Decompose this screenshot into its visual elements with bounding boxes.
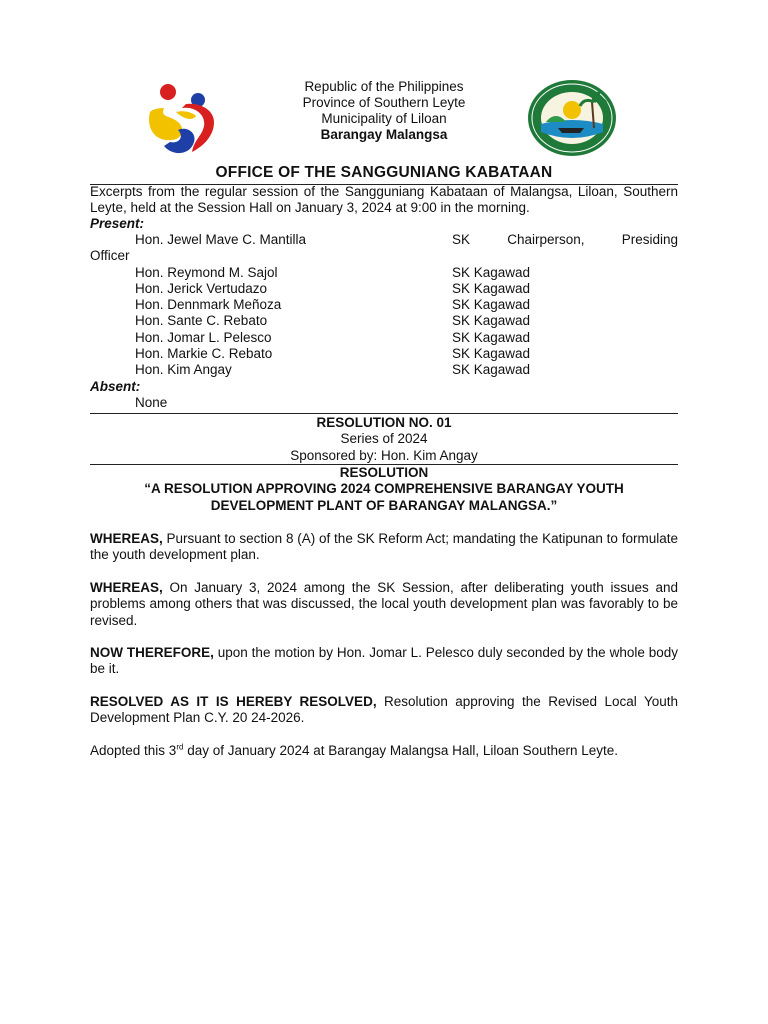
chair-pos-word: SK [452,232,471,247]
ordinal-suffix: rd [176,742,184,752]
office-title: OFFICE OF THE SANGGUNIANG KABATAAN [215,164,553,181]
intro-paragraph: Excerpts from the regular session of the Sangguniang Kabataan of Malangsa, Liloan, Southern Leyte, held at the Session Hall on January 3, 2024 at 9:00 in the morning. [90,184,678,216]
absent-label: Absent: [90,378,141,394]
member-name: Hon. Sante C. Rebato [135,313,268,329]
member-position: SK Kagawad [452,329,531,345]
para-text: On January 3, 2024 among the SK Session, after deliberating youth issues and problems among others that was discussed, the local youth development plan was favorably to be revised. [90,580,678,628]
header-barangay: Barangay Malangsa [320,127,448,142]
para-text: day of January 2024 at Barangay Malangsa Hall, Liloan Southern Leyte. [183,743,618,758]
member-position: SK Kagawad [452,362,531,378]
member-name: Hon. Markie C. Rebato [135,346,273,362]
para-text: Pursuant to section 8 (A) of the SK Reform Act; mandating the Katipunan to formulate the youth development plan. [90,531,678,563]
resolved-paragraph [90,694,678,727]
header-province: Province of Southern Leyte [302,95,466,110]
header-municipality: Municipality of Liloan [321,111,447,126]
member-position: SK Kagawad [452,297,531,313]
member-name: Hon. Kim Angay [135,362,232,378]
chair-row [90,232,678,248]
member-position: SK Kagawad [452,346,531,362]
chair-position-continued: Officer [90,248,130,264]
para-lead: WHEREAS, [90,580,163,595]
para-lead: WHEREAS, [90,531,163,546]
barangay-seal-icon [526,78,618,158]
present-label [90,216,678,232]
chair-name: Hon. Jewel Mave C. Mantilla [135,232,307,247]
adopted-paragraph [90,743,678,759]
resolution-title-line1: “A RESOLUTION APPROVING 2024 COMPREHENSIVE BARANGAY YOUTH [144,481,624,497]
resolution-series: Series of 2024 [340,431,428,447]
member-name: Hon. Jerick Vertudazo [135,280,268,296]
para-text: upon the motion by Hon. Jomar L. Pelesco duly seconded by the whole body be it. [90,645,678,677]
absent-value: None [135,394,168,410]
para-text: Resolution approving the Revised Local Youth Development Plan C.Y. 20 24-2026. [90,694,678,726]
resolution-title-block [90,465,678,514]
member-row [90,362,678,378]
member-row [90,281,678,297]
para-text: Adopted this 3 [90,743,177,758]
member-name: Hon. Jomar L. Pelesco [135,329,272,345]
member-name: Hon. Reymond M. Sajol [135,264,278,280]
whereas-paragraph-2 [90,580,678,629]
header-block [250,79,518,143]
chair-position [452,232,678,248]
resolution-title-line2: DEVELOPMENT PLANT OF BARANGAY MALANGSA.” [210,497,558,513]
para-lead: RESOLVED AS IT IS HEREBY RESOLVED, [90,694,377,709]
header-republic: Republic of the Philippines [304,79,464,94]
absent-row [90,379,678,395]
resolution-sponsor: Sponsored by: Hon. Kim Angay [290,447,478,463]
absent-value-row [90,395,678,411]
chair-pos-word: Presiding [621,232,678,247]
resolution-top-divider [90,413,678,414]
member-row [90,265,678,281]
member-position: SK Kagawad [452,280,531,296]
para-lead: NOW THEREFORE, [90,645,214,660]
member-row [90,330,678,346]
resolution-number: RESOLUTION NO. 01 [316,415,452,430]
member-position: SK Kagawad [452,264,531,280]
present-label-text: Present: [90,216,145,231]
now-therefore-paragraph [90,645,678,678]
resolution-header [90,415,678,464]
member-row [90,346,678,362]
member-name: Hon. Dennmark Meñoza [135,297,282,313]
sk-logo-icon [142,82,220,160]
member-position: SK Kagawad [452,313,531,329]
member-row [90,313,678,329]
resolution-heading: RESOLUTION [339,465,429,480]
chair-pos-word: Chairperson, [507,232,585,247]
member-row [90,297,678,313]
whereas-paragraph-1 [90,531,678,564]
attendance-roster [90,232,678,411]
